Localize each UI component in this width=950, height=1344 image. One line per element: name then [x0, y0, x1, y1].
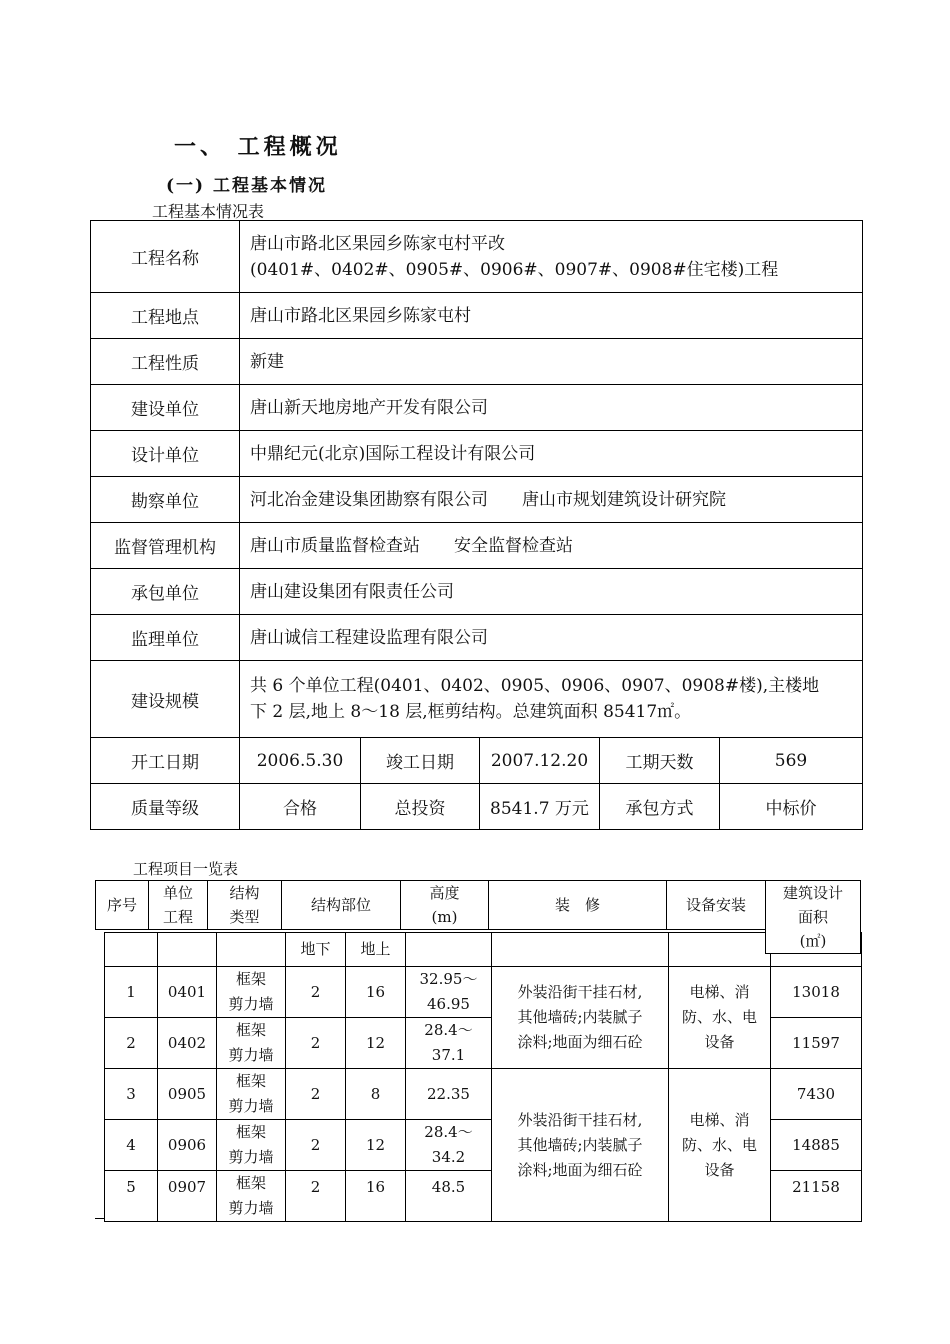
- header-area-line: (㎡): [799, 932, 827, 950]
- decoration-group-1: [492, 967, 669, 1069]
- header-height: [400, 880, 489, 930]
- survey-value: 河北冶金建设集团勘察有限公司 唐山市规划建筑设计研究院: [240, 477, 863, 523]
- header-above-ground: 地上: [346, 933, 406, 967]
- header-structure-parts: 结构部位: [281, 880, 401, 930]
- equip-line: 防、水、电: [681, 1135, 757, 1154]
- row-structure-type: [217, 1018, 286, 1069]
- type-line: 框架: [235, 1072, 266, 1090]
- row-no: 3: [105, 1069, 158, 1120]
- row-structure-type: [217, 1069, 286, 1120]
- type-line: 框架: [235, 1123, 266, 1141]
- height-line: 46.95: [427, 995, 470, 1013]
- deco-line: 涂料;地面为细石砼: [517, 1033, 643, 1051]
- project-name-label: 工程名称: [91, 221, 240, 293]
- height-line: 34.2: [431, 1148, 466, 1166]
- designer-label: 设计单位: [91, 431, 240, 477]
- header-unit: [148, 880, 208, 930]
- row-below: 2: [286, 1018, 346, 1069]
- row-area: 21158: [771, 1171, 862, 1222]
- supervision-org-value: 唐山市质量监督检查站 安全监督检查站: [240, 523, 863, 569]
- height-line: 28.4～: [424, 1123, 473, 1141]
- type-line: 剪力墙: [228, 1097, 274, 1115]
- scale-line2: 下 2 层,地上 8～18 层,框剪结构。总建筑面积 85417㎡。: [250, 702, 692, 722]
- investment-value: 8541.7 万元: [480, 784, 600, 830]
- type-line: 剪力墙: [228, 1046, 274, 1064]
- supervisor-value: 唐山诚信工程建设监理有限公司: [240, 615, 863, 661]
- header-unit-line: 工程: [162, 908, 193, 926]
- table-row: [91, 339, 863, 385]
- row-unit: 0905: [158, 1069, 217, 1120]
- contractor-label: 承包单位: [91, 569, 240, 615]
- quality-value: 合格: [240, 784, 361, 830]
- supervision-org-label: 监督管理机构: [91, 523, 240, 569]
- header-area-line: 面积: [797, 908, 828, 926]
- start-date-value: 2006.5.30: [240, 738, 361, 784]
- row-above: 8: [346, 1069, 406, 1120]
- equip-line: 设备: [704, 1033, 735, 1051]
- table-row: [91, 431, 863, 477]
- header-area-line: 建筑设计: [782, 884, 843, 902]
- location-label: 工程地点: [91, 293, 240, 339]
- supervisor-label: 监理单位: [91, 615, 240, 661]
- table-row: [91, 661, 863, 738]
- row-above: 16: [346, 967, 406, 1018]
- quality-label: 质量等级: [91, 784, 240, 830]
- designer-value: 中鼎纪元(北京)国际工程设计有限公司: [240, 431, 863, 477]
- equipment-group-1: [669, 967, 771, 1069]
- header-equipment: 设备安装: [666, 880, 766, 930]
- deco-line: 涂料;地面为细石砼: [517, 1160, 643, 1179]
- scale-value: [240, 661, 863, 738]
- table-row: [91, 615, 863, 661]
- row-no: 4: [105, 1120, 158, 1171]
- duration-label: 工期天数: [600, 738, 720, 784]
- row-unit: 0401: [158, 967, 217, 1018]
- header-below-ground: 地下: [286, 933, 346, 967]
- nature-label: 工程性质: [91, 339, 240, 385]
- finish-date-value: 2007.12.20: [480, 738, 600, 784]
- header-decoration: 装 修: [488, 880, 667, 930]
- deco-line: 其他墙砖;内装腻子: [517, 1008, 643, 1026]
- table-row: [91, 569, 863, 615]
- row-unit: 0906: [158, 1120, 217, 1171]
- contract-mode-value: 中标价: [720, 784, 863, 830]
- type-line: 剪力墙: [228, 995, 274, 1013]
- height-line: 32.95～: [419, 970, 478, 988]
- type-line: 剪力墙: [228, 1148, 274, 1166]
- type-line: 框架: [235, 970, 266, 988]
- header-height-line: 高度: [429, 884, 460, 902]
- nature-value: 新建: [240, 339, 863, 385]
- equipment-group-2: [669, 1069, 771, 1222]
- row-above: 12: [346, 1120, 406, 1171]
- table-row: [91, 221, 863, 293]
- scale-line1: 共 6 个单位工程(0401、0402、0905、0906、0907、0908#楼),主楼地: [250, 676, 820, 696]
- basic-info-table: [90, 220, 863, 830]
- row-structure-type: [217, 967, 286, 1018]
- equip-line: 防、水、电: [681, 1008, 757, 1026]
- row-area: 11597: [771, 1018, 862, 1069]
- row-no: 5: [105, 1171, 158, 1222]
- deco-line: 其他墙砖;内装腻子: [517, 1135, 643, 1154]
- row-below: 2: [286, 1171, 346, 1222]
- subheader-row: [105, 933, 862, 967]
- deco-line: 外装沿街干挂石材,: [517, 983, 643, 1001]
- finish-date-label: 竣工日期: [361, 738, 480, 784]
- table-row: [91, 385, 863, 431]
- row-height: 48.5: [406, 1171, 492, 1222]
- row-unit: 0402: [158, 1018, 217, 1069]
- table-row: [91, 293, 863, 339]
- header-no: 序号: [95, 880, 149, 930]
- start-date-label: 开工日期: [91, 738, 240, 784]
- table-row: [91, 523, 863, 569]
- table1-caption: 工程基本情况表: [152, 202, 265, 221]
- type-line: 剪力墙: [228, 1199, 274, 1217]
- builder-label: 建设单位: [91, 385, 240, 431]
- equip-line: 电梯、消: [689, 1110, 750, 1129]
- project-name-line1: 唐山市路北区果园乡陈家屯村平改: [250, 233, 505, 254]
- table2-caption: 工程项目一览表: [133, 860, 239, 878]
- row-height: [406, 1018, 492, 1069]
- row-below: 2: [286, 967, 346, 1018]
- project-name-line2: (0401#、0402#、0905#、0906#、0907#、0908#住宅楼)工程: [250, 259, 779, 280]
- contract-mode-label: 承包方式: [600, 784, 720, 830]
- row-height: [406, 967, 492, 1018]
- header-unit-line: 单位: [162, 884, 193, 902]
- table-row: [91, 738, 863, 784]
- table-edge-line: [95, 1218, 105, 1219]
- project-name-value: [240, 221, 863, 293]
- duration-value: 569: [720, 738, 863, 784]
- row-unit: 0907: [158, 1171, 217, 1222]
- row-above: 12: [346, 1018, 406, 1069]
- table-row: [91, 477, 863, 523]
- deco-line: 外装沿街干挂石材,: [517, 1110, 643, 1129]
- survey-label: 勘察单位: [91, 477, 240, 523]
- scale-label: 建设规模: [91, 661, 240, 738]
- row-no: 1: [105, 967, 158, 1018]
- row-below: 2: [286, 1069, 346, 1120]
- subsection-heading: (一) 工程基本情况: [166, 176, 328, 196]
- equip-line: 电梯、消: [689, 983, 750, 1001]
- contractor-value: 唐山建设集团有限责任公司: [240, 569, 863, 615]
- row-structure-type: [217, 1120, 286, 1171]
- row-height: 22.35: [406, 1069, 492, 1120]
- section-heading: 一、 工程概况: [174, 134, 342, 160]
- row-structure-type: [217, 1171, 286, 1222]
- equip-line: 设备: [704, 1160, 735, 1179]
- project-list-table: [104, 932, 862, 1222]
- height-line: 28.4～: [424, 1021, 473, 1039]
- builder-value: 唐山新天地房地产开发有限公司: [240, 385, 863, 431]
- row-below: 2: [286, 1120, 346, 1171]
- height-line: 37.1: [431, 1046, 466, 1064]
- table-row: [91, 784, 863, 830]
- table-row: [105, 1069, 862, 1120]
- header-area: [765, 880, 861, 954]
- header-struct-line: 类型: [229, 908, 260, 926]
- header-struct-line: 结构: [229, 884, 260, 902]
- decoration-group-2: [492, 1069, 669, 1222]
- header-height-line: (m): [431, 908, 458, 926]
- row-area: 14885: [771, 1120, 862, 1171]
- type-line: 框架: [235, 1174, 266, 1192]
- row-above: 16: [346, 1171, 406, 1222]
- row-height: [406, 1120, 492, 1171]
- investment-label: 总投资: [361, 784, 480, 830]
- row-area: 13018: [771, 967, 862, 1018]
- table-row: [105, 967, 862, 1018]
- header-structure-type: [207, 880, 282, 930]
- row-no: 2: [105, 1018, 158, 1069]
- type-line: 框架: [235, 1021, 266, 1039]
- row-area: 7430: [771, 1069, 862, 1120]
- location-value: 唐山市路北区果园乡陈家屯村: [240, 293, 863, 339]
